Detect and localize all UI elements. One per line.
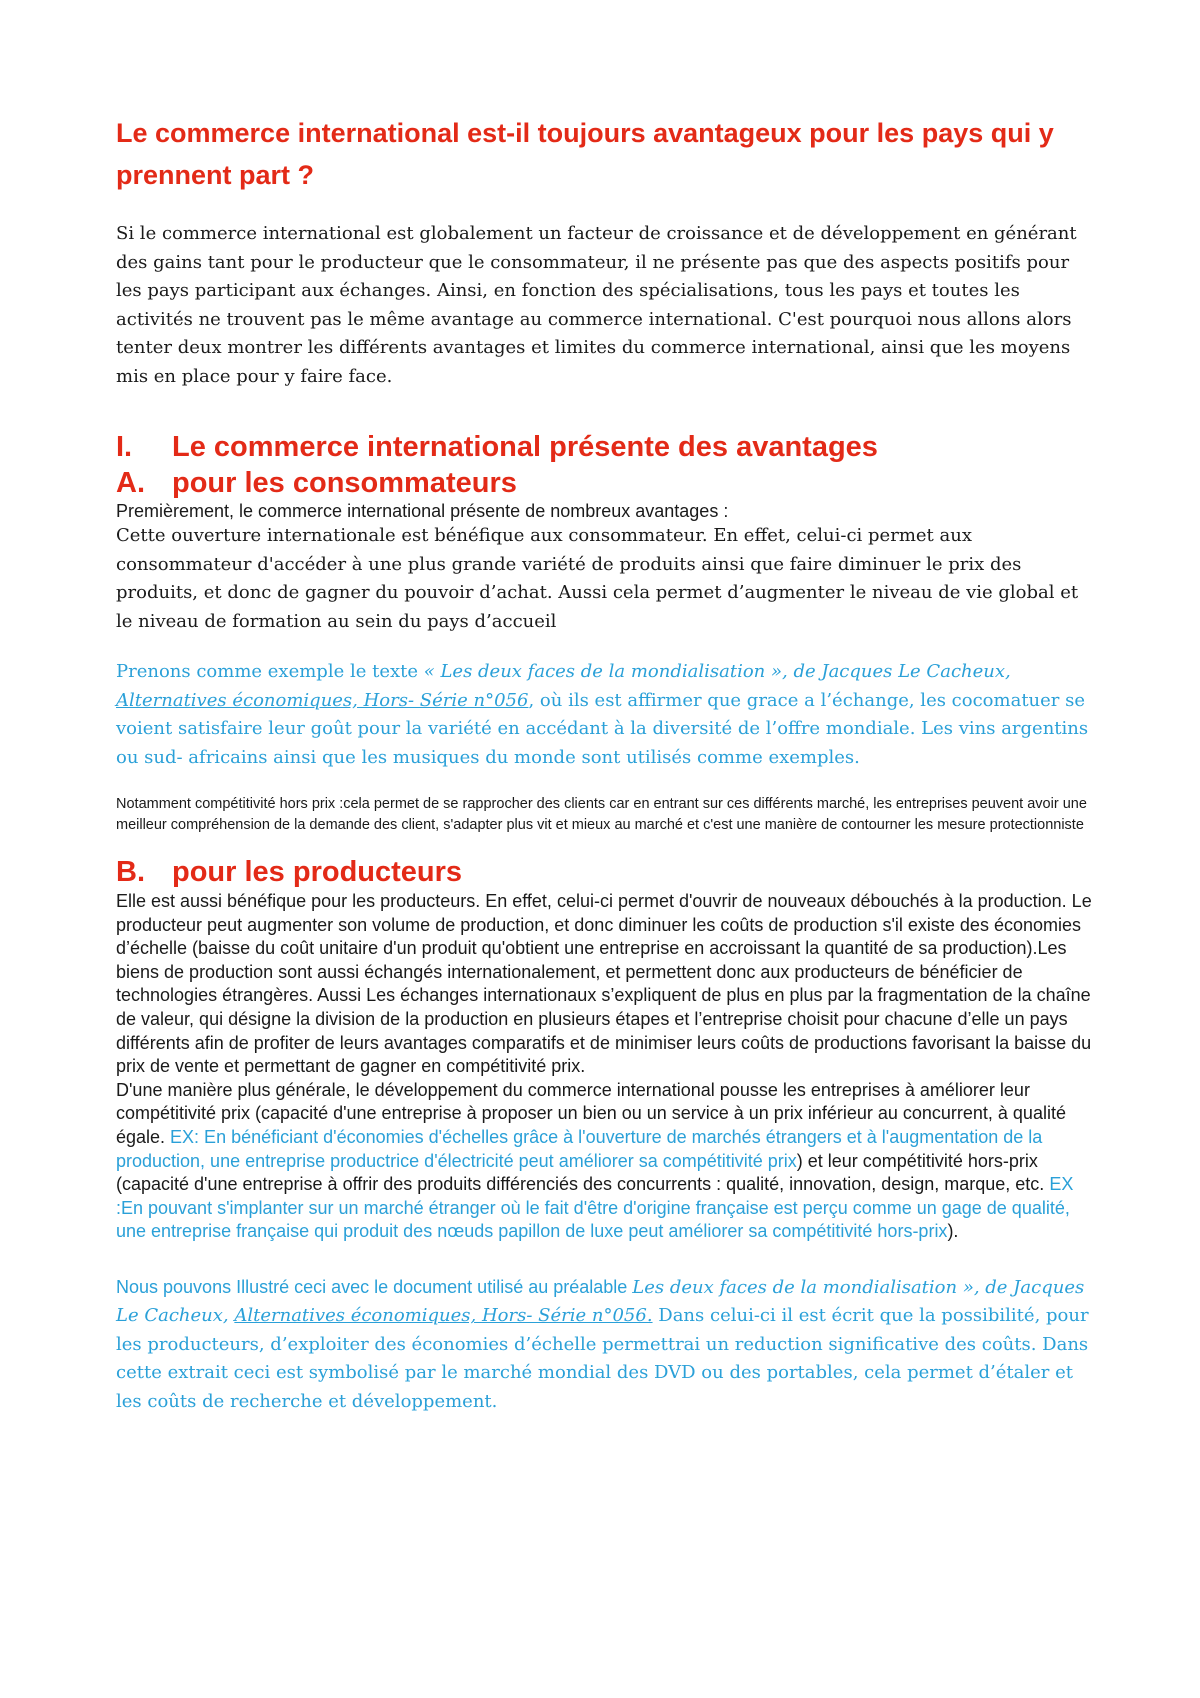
example-source-title: « Les deux faces de la mondialisation », de Jacques Le Cacheux, [423,661,1011,682]
section-1-heading [116,429,1092,465]
subsection-a-lead: Premièrement, le commerce international présente de nombreux avantages : [116,501,729,521]
example-1: EX: En bénéficiant d'économies d'échelles grâce à l'ouverture de marchés étrangers et à l'augmentation de la production, une entreprise productrice d'électricité peut améliorer sa compétitivité prix [116,1126,1043,1171]
illustration-source-link[interactable]: Alternatives économiques, Hors- Série n°056. [234,1305,653,1327]
body-2-part-a: D'une manière plus générale, le développement du commerce international pousse les entreprises à améliorer leur compétitivité prix (capacité d'une entreprise à proposer un bien ou un service à un prix inférieur au concurrent, à qualité égale. [116,1079,1066,1147]
section-1-title: Le commerce international présente des avantages [172,431,878,463]
page-title: Le commerce international est-il toujours avantageux pour les pays qui y prennent part ? [116,118,1054,190]
illustration-body: Dans celui-ci il est écrit que la possibilité, pour les producteurs, d’exploiter des économies d’échelle permettrai un reduction significative des coûts. Dans cette extrait ceci est symbolisé par le marché mondial des DVD ou des portables, cela permet d’étaler et les coûts de recherche et développement. [116,1305,1089,1412]
intro-paragraph: Si le commerce international est globalement un facteur de croissance et de développement en générant des gains tant pour le producteur que le consommateur, il ne présente pas que des aspects positifs pour les pays participant aux échanges. Ainsi, en fonction des spécialisations, tous les pays et toutes les activités ne trouvent pas le même avantage au commerce international. C'est pourquoi nous allons alors tenter deux montrer les différents avantages et limites du commerce international, ainsi que les moyens mis en place pour y faire face. [116,223,1077,387]
example-source-link[interactable]: Alternatives économiques, Hors- Série n°056 [116,689,529,711]
subsection-a-body: Cette ouverture internationale est bénéfique aux consommateur. En effet, celui-ci permet aux consommateur d'accéder à une plus grande variété de produits ainsi que faire diminuer le prix des produits, et donc de gagner du pouvoir d’achat. Aussi cela permet d’augmenter le niveau de vie global et le niveau de formation au sein du pays d’accueil [116,525,1079,632]
subsection-b-body-2 [116,1079,1092,1244]
example-body: , où ils est affirmer que grace a l’échange, les cocomatuer se voient satisfaire leur goût pour la variété en accédant à la diversité de l’offre mondiale. Les vins argentins ou sud- africains ainsi que les musiques du monde sont utilisés comme exemples. [116,689,1089,768]
example-2: EX :En pouvant s'implanter sur un marché étranger où le fait d'être d'origine française est perçu comme un gage de qualité, une entreprise française qui produit des nœuds papillon de luxe peut améliorer sa compétitivité hors-prix [116,1174,1074,1242]
subsection-b-body-1: Elle est aussi bénéfique pour les producteurs. En effet, celui-ci permet d'ouvrir de nouveaux débouchés à la production. Le producteur peut augmenter son volume de production, et donc diminuer les coûts de production s'il existe des économies d’échelle (baisse du coût unitaire d'un produit qu'obtient une entreprise en accroissant la quantité de sa production).Les biens de production sont aussi échangés internationalement, et permettent donc aux producteurs de bénéficier de technologies étrangères. Aussi Les échanges internationaux s’expliquent de plus en plus par la fragmentation de la chaîne de valeur, qui désigne la division de la production en plusieurs étapes et l’entreprise choisit pour chacune d’elle un pays différents afin de profiter de leurs avantages comparatifs et de minimiser leurs coûts de productions favorisant la baisse du prix de vente et permettant de gagner en compétitivité prix. [116,891,1092,1077]
body-2-part-b: ) et leur compétitivité hors-prix (capacité d'une entreprise à offrir des produits différenciés des concurrents : qualité, innovation, design, marque, etc. [116,1150,1050,1195]
example-paragraph-a [116,658,1092,772]
subsection-b-number: B. [116,856,145,888]
subsection-b-title: pour les producteurs [172,856,463,888]
illustration-source-title: Les deux faces de la mondialisation », de Jacques Le Cacheux, [116,1276,1085,1327]
section-1-number: I. [116,431,133,463]
subsection-a-title: pour les consommateurs [172,467,517,499]
illustration-intro: Nous pouvons Illustré ceci avec le document utilisé au préalable [116,1276,633,1297]
document-page [116,112,1092,1416]
example-intro: Prenons comme exemple le texte [116,661,424,682]
subsection-a-heading [116,465,1092,501]
subsection-b-heading [116,854,1092,890]
subsection-a-number: A. [116,467,145,499]
illustration-paragraph [116,1274,1092,1417]
note-paragraph: Notamment compétitivité hors prix :cela permet de se rapprocher des clients car en entrant sur ces différents marché, les entreprises peuvent avoir une meilleur compréhension de la demande des client, s'adapter plus vit et mieux au marché et c'est une manière de contourner les mesure protectionniste [116,796,1087,833]
body-2-part-c: ). [947,1221,959,1242]
